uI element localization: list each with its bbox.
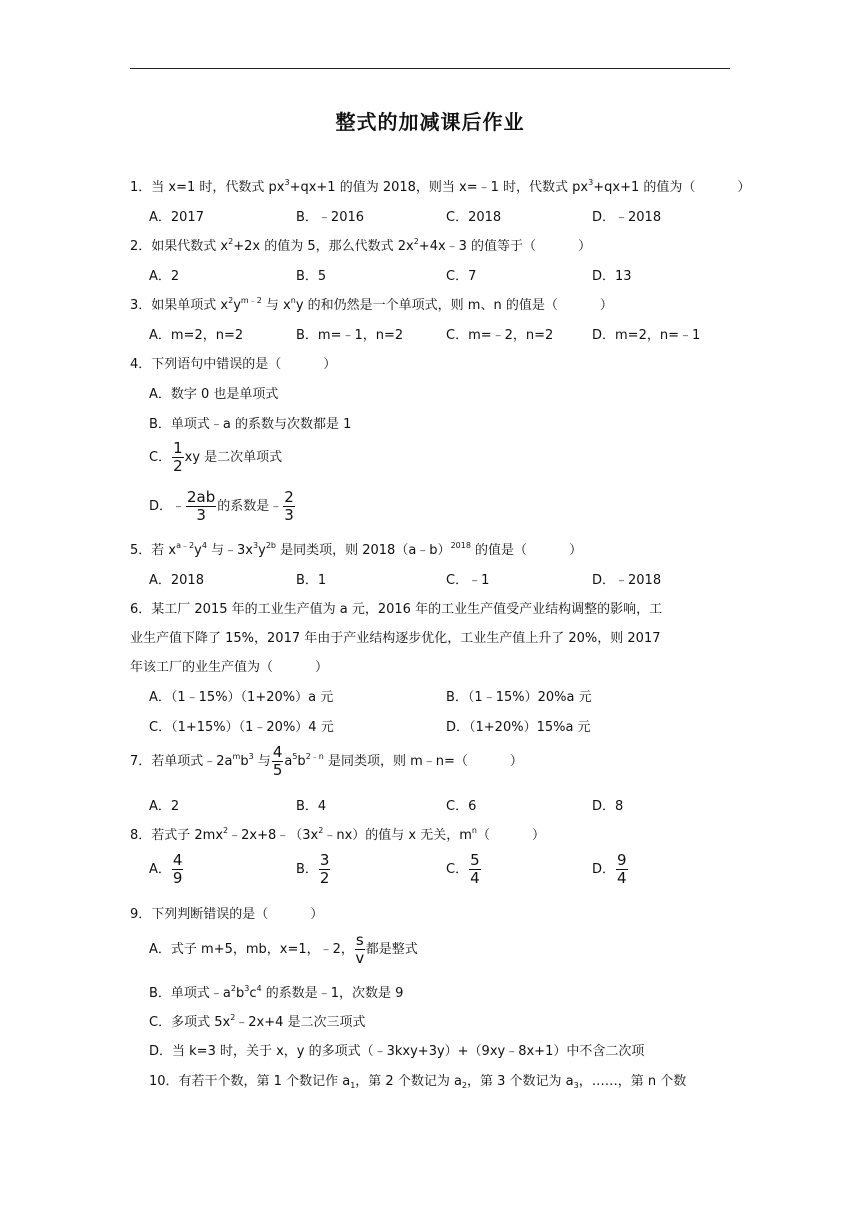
question-7-options bbox=[149, 795, 729, 817]
fraction: $\frac{9}{4}$ bbox=[617, 851, 627, 887]
option-a[interactable]: A．数字 0 也是单项式 bbox=[149, 387, 279, 402]
option-d[interactable]: D．﹣2018 bbox=[592, 210, 662, 225]
question-1: 1．当 x=1 时，代数式 $px^3+qx+1$ 的值为 2018，则当 x=﹣1 时，代数式 $px^3+qx+1$ 的值为（ ） bbox=[130, 178, 751, 195]
fraction: $\frac{2}{3}$ bbox=[284, 488, 294, 524]
option-d[interactable]: D．8 bbox=[592, 799, 624, 814]
option-a[interactable]: A． $\frac{4}{9}$ bbox=[149, 851, 183, 887]
question-2-options bbox=[149, 265, 729, 287]
option-d[interactable]: D．当 k=3 时，关于 x，y 的多项式（﹣3kxy+3y）+（9xy﹣8x+1）中不含二次项 bbox=[149, 1044, 645, 1059]
option-c[interactable]: C． $\frac{1}{2}$ xy 是二次单项式 bbox=[149, 439, 283, 475]
option-b[interactable]: B．﹣2016 bbox=[296, 210, 365, 225]
option-c[interactable]: C．m=﹣2，n=2 bbox=[446, 328, 554, 343]
question-4: 4．下列语句中错误的是（ ） bbox=[130, 357, 337, 372]
fraction: $\frac{5}{4}$ bbox=[470, 851, 480, 887]
option-a[interactable]: A．2 bbox=[149, 269, 180, 284]
question-2: 2．如果代数式 $x^2+2x$ 的值为 5，那么代数式 $2x^2+4x﹣3$ 的值等于（ ） bbox=[130, 237, 592, 254]
question-9: 9．下列判断错误的是（ ） bbox=[130, 907, 324, 922]
question-3: 3．如果单项式 $x^2y^{m﹣2}$ 与 $x^ny$ 的和仍然是一个单项式，则 m、n 的值是（ ） bbox=[130, 296, 613, 313]
question-5-options bbox=[149, 569, 729, 591]
option-d[interactable]: D． $\frac{9}{4}$ bbox=[592, 851, 627, 887]
question-5: 5．若 $x^{a﹣2}y^4$ 与$﹣3x^3y^{2b}$ 是同类项，则 2018（a﹣b）$^{2018}$ 的值是（ ） bbox=[130, 541, 583, 558]
option-b[interactable]: B．单项式﹣a 的系数与次数都是 1 bbox=[149, 417, 352, 432]
option-b[interactable]: B．m=﹣1，n=2 bbox=[296, 328, 404, 343]
option-d[interactable]: D．（1+20%）15%a 元 bbox=[446, 720, 591, 735]
question-1-options bbox=[149, 206, 729, 228]
option-a[interactable]: A．式子 m+5，mb，x=1，﹣2， $\frac{s}{v}$ 都是整式 bbox=[149, 931, 418, 967]
fraction: $\frac{3}{2}$ bbox=[319, 851, 330, 887]
question-8-options bbox=[149, 852, 729, 892]
option-b[interactable]: B．5 bbox=[296, 269, 327, 284]
question-7: 7．若单项式$﹣2a^mb^3$ 与 $\frac{4}{5}$ $a^5b^{2﹣n}$ 是同类项，则 m﹣n=（ ） bbox=[130, 743, 523, 779]
fraction: $\frac{2ab}{3}$ bbox=[187, 488, 216, 524]
question-6-line-1: 6．某工厂 2015 年的工业生产值为 a 元，2016 年的工业生产值受产业结构调整的影响，工 bbox=[130, 602, 663, 617]
question-10: 10．有若干个数，第 1 个数记作 $a_1$，第 2 个数记为 $a_2$，第 3 个数记为 $a_3$，……，第 n 个数 bbox=[149, 1074, 687, 1090]
question-6-line-3: 年该工厂的业生产值为（ ） bbox=[130, 660, 329, 675]
option-c[interactable]: C．2018 bbox=[446, 210, 502, 225]
question-6-line-2: 业生产值下降了 15%，2017 年由于产业结构逐步优化，工业生产值上升了 20%，则 2017 bbox=[130, 631, 661, 646]
question-3-options bbox=[149, 324, 729, 346]
option-b[interactable]: B． $\frac{3}{2}$ bbox=[296, 851, 330, 887]
fraction: $\frac{s}{v}$ bbox=[355, 931, 365, 967]
option-b[interactable]: B．（1﹣15%）20%a 元 bbox=[446, 690, 592, 705]
fraction: $\frac{1}{2}$ bbox=[173, 439, 183, 475]
page-title: 整式的加减课后作业 bbox=[335, 110, 525, 134]
option-a[interactable]: A．2 bbox=[149, 799, 180, 814]
option-d[interactable]: D．13 bbox=[592, 269, 632, 284]
option-b[interactable]: B．4 bbox=[296, 799, 327, 814]
option-c[interactable]: C．多项式 $5x^2﹣2x+4$ 是二次三项式 bbox=[149, 1013, 366, 1030]
question-6-options-row-1 bbox=[149, 686, 729, 708]
fraction: $\frac{4}{9}$ bbox=[172, 851, 183, 887]
option-a[interactable]: A．2018 bbox=[149, 573, 204, 588]
header-rule bbox=[130, 68, 730, 69]
question-6-options-row-2 bbox=[149, 716, 729, 738]
option-c[interactable]: C．7 bbox=[446, 269, 477, 284]
option-c[interactable]: C．6 bbox=[446, 799, 477, 814]
option-a[interactable]: A．m=2，n=2 bbox=[149, 328, 244, 343]
question-8: 8．若式子 $2mx^2﹣2x+8﹣(3x^2﹣nx)$的值与 x 无关，$m^n$（ ） bbox=[130, 826, 545, 843]
option-c[interactable]: C．﹣1 bbox=[446, 573, 490, 588]
option-d[interactable]: D．﹣2018 bbox=[592, 573, 662, 588]
option-a[interactable]: A．（1﹣15%）（1+20%）a 元 bbox=[149, 690, 334, 705]
option-d[interactable]: D．﹣ $\frac{2ab}{3}$ 的系数是﹣ $\frac{2}{3}$ bbox=[149, 488, 294, 524]
option-b[interactable]: B．单项式$﹣a^2b^3c^4$ 的系数是﹣1，次数是 9 bbox=[149, 984, 404, 1001]
option-a[interactable]: A．2017 bbox=[149, 210, 204, 225]
option-c[interactable]: C．（1+15%）（1﹣20%）4 元 bbox=[149, 720, 334, 735]
fraction: $\frac{4}{5}$ bbox=[272, 743, 283, 779]
option-d[interactable]: D．m=2，n=﹣1 bbox=[592, 328, 701, 343]
option-b[interactable]: B．1 bbox=[296, 573, 327, 588]
option-c[interactable]: C． $\frac{5}{4}$ bbox=[446, 851, 480, 887]
